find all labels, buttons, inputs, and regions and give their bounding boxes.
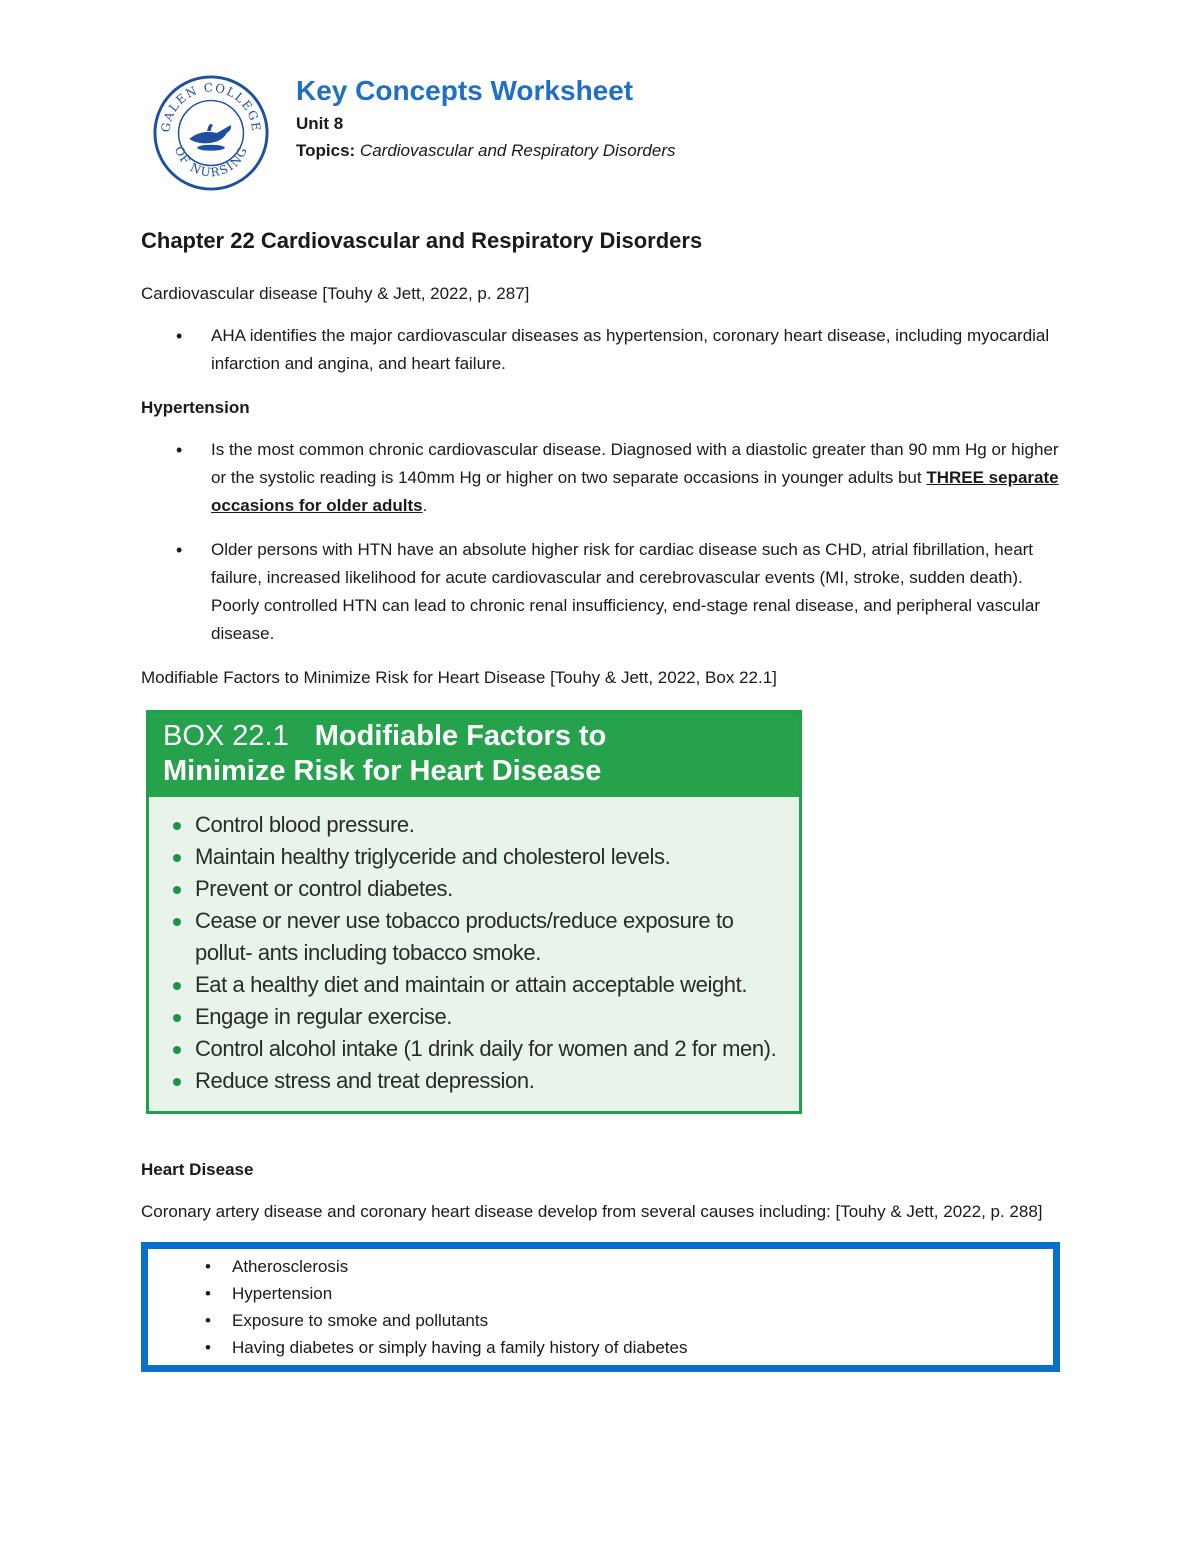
box-title-line-2: Minimize Risk for Heart Disease	[163, 755, 602, 787]
box-header	[149, 713, 799, 797]
unit-label: Unit 8	[296, 114, 344, 133]
topics-value: Cardiovascular and Respiratory Disorders	[359, 141, 676, 160]
hypertension-bullet-2: • Older persons with HTN have an absolute higher risk for cardiac disease such as CHD, atrial fibrillation, heart failure, increased likelihood for acute cardiovascular and cerebrovascular events (MI, stroke, sudden death). Poorly controlled HTN can lead to chronic renal insufficiency, end-stage renal disease, and peripheral vascular disease.	[211, 536, 1061, 648]
chapter-title: Chapter 22 Cardiovascular and Respiratory Disorders	[141, 228, 703, 253]
box-item: Prevent or control diabetes.	[195, 873, 785, 905]
hypertension-bullet-1-text: Is the most common chronic cardiovascular disease. Diagnosed with a diastolic greater than 90 mm Hg or higher or the systolic reading is 140mm Hg or higher on two separate occasions in younger adults but	[211, 440, 1059, 487]
worksheet-content	[141, 226, 1061, 1372]
cause-item: • Hypertension	[232, 1280, 1053, 1307]
box-item: Engage in regular exercise.	[195, 1001, 785, 1033]
hypertension-heading: Hypertension	[141, 398, 250, 417]
topics-label: Topics:	[296, 141, 356, 160]
cardio-bullet: • AHA identifies the major cardiovascular diseases as hypertension, coronary heart disease, including myocardial infarction and angina, and heart failure.	[211, 322, 1061, 378]
box-item: Maintain healthy triglyceride and cholesterol levels.	[195, 841, 785, 873]
cause-item: • Exposure to smoke and pollutants	[232, 1307, 1053, 1334]
svg-text:OF NURSING: OF NURSING	[171, 144, 251, 180]
box-item: Control blood pressure.	[195, 809, 785, 841]
hypertension-bullet-1	[211, 436, 1061, 520]
college-seal-logo	[152, 74, 270, 192]
causes-list	[148, 1253, 1053, 1361]
svg-text:GALEN COLLEGE: GALEN COLLEGE	[158, 80, 264, 134]
hypertension-bullets	[141, 436, 1061, 648]
worksheet-title: Key Concepts Worksheet	[296, 75, 634, 106]
box-22-1-figure	[146, 710, 802, 1114]
cardio-intro: Cardiovascular disease [Touhy & Jett, 2022, p. 287]	[141, 284, 530, 303]
box-item-list	[149, 797, 799, 1111]
cause-item: • Atherosclerosis	[232, 1253, 1053, 1280]
cardio-bullets	[141, 322, 1061, 378]
box-item: Eat a healthy diet and maintain or attain acceptable weight.	[195, 969, 785, 1001]
heart-disease-intro: Coronary artery disease and coronary heart disease develop from several causes including: [Touhy & Jett, 2022, p. 288]	[141, 1202, 1043, 1221]
worksheet-header	[296, 74, 676, 161]
hypertension-emphasis: THREE separate occasions for older adults	[211, 468, 1059, 515]
hypertension-bullet-1-end: .	[422, 496, 428, 515]
causes-box	[141, 1242, 1060, 1372]
box-number: BOX 22.1	[163, 720, 289, 752]
box-title-line-1: Modifiable Factors to	[314, 720, 607, 752]
modifiable-intro: Modifiable Factors to Minimize Risk for Heart Disease [Touhy & Jett, 2022, Box 22.1]	[141, 668, 777, 687]
heart-disease-heading: Heart Disease	[141, 1160, 254, 1179]
topics-line	[296, 141, 676, 161]
box-item: Reduce stress and treat depression.	[195, 1065, 785, 1097]
cause-item: • Having diabetes or simply having a family history of diabetes	[232, 1334, 1053, 1361]
box-item: Cease or never use tobacco products/reduce exposure to pollut- ants including tobacco smoke.	[195, 905, 785, 969]
box-item: Control alcohol intake (1 drink daily for women and 2 for men).	[195, 1033, 785, 1065]
